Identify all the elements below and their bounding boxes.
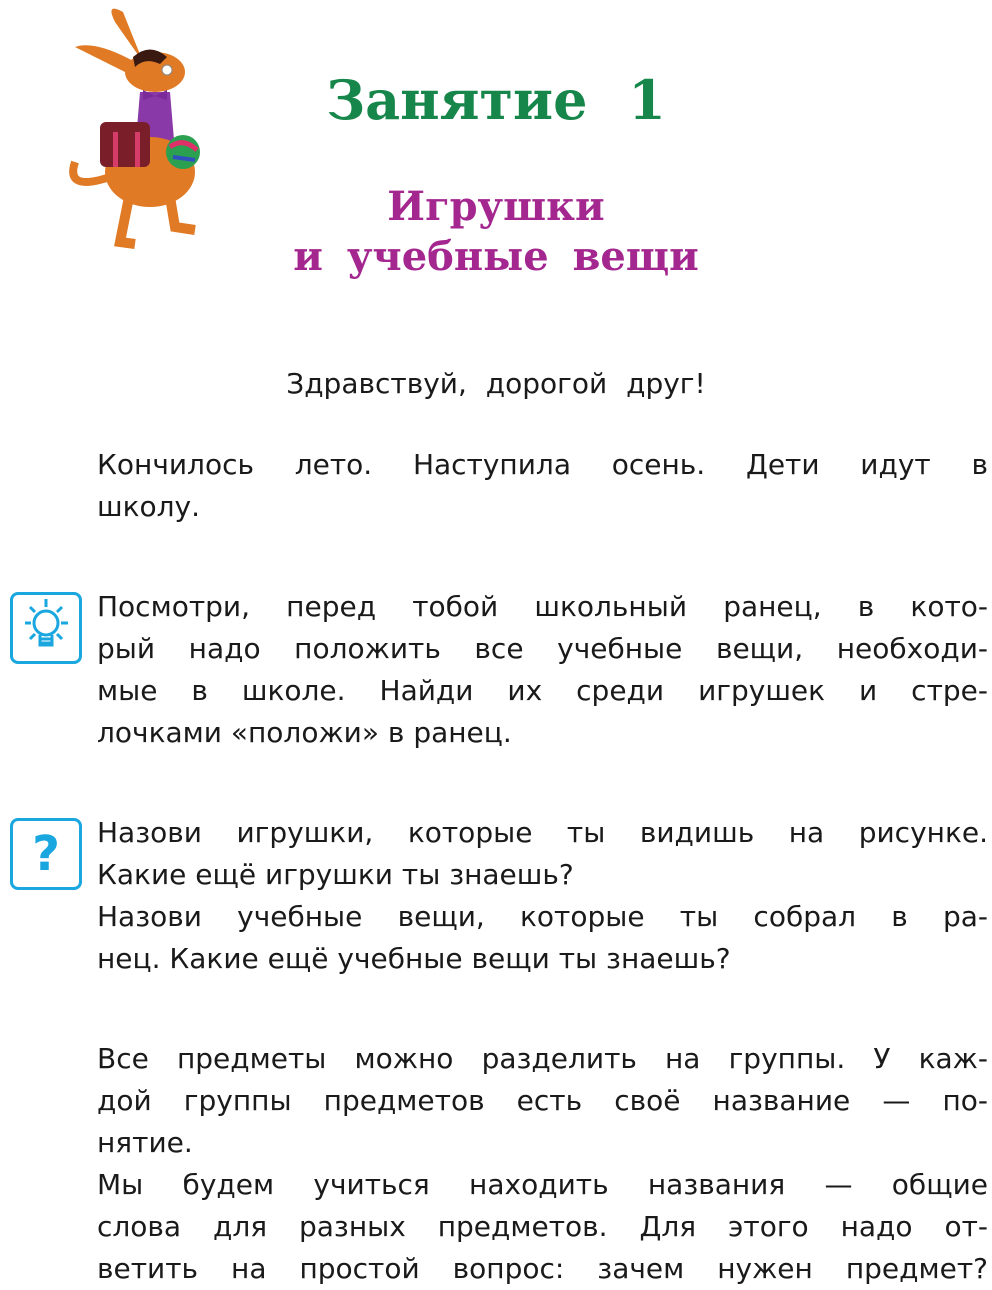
text-line: школу. bbox=[97, 490, 201, 523]
paragraph-concepts bbox=[97, 1038, 988, 1290]
text-line: слова для разных предметов. Для этого надо от- bbox=[97, 1210, 988, 1243]
text-line: Кончилось лето. Наступила осень. Дети идут в bbox=[97, 448, 988, 481]
text-line: мые в школе. Найди их среди игрушек и стре- bbox=[97, 674, 988, 707]
lightbulb-icon bbox=[10, 592, 82, 664]
question-icon: ? bbox=[10, 818, 82, 890]
text-line: Назови игрушки, которые ты видишь на рисунке. bbox=[97, 816, 988, 849]
text-line: ветить на простой вопрос: зачем нужен предмет? bbox=[97, 1252, 988, 1285]
text-line: Мы будем учиться находить названия — общие bbox=[97, 1168, 988, 1201]
subtitle-line: и учебные вещи bbox=[293, 233, 699, 280]
text-line: нец. Какие ещё учебные вещи ты знаешь? bbox=[97, 942, 731, 975]
text-line: нятие. bbox=[97, 1126, 193, 1159]
text-line: дой группы предметов есть своё название — по- bbox=[97, 1084, 988, 1117]
paragraph-task bbox=[97, 586, 988, 754]
text-line: Посмотри, перед тобой школьный ранец, в кото- bbox=[97, 590, 988, 623]
text-line: рый надо положить все учебные вещи, необходи- bbox=[97, 632, 988, 665]
paragraph-intro bbox=[97, 444, 988, 528]
text-line: Какие ещё игрушки ты знаешь? bbox=[97, 858, 574, 891]
text-line: Назови учебные вещи, которые ты собрал в ра- bbox=[97, 900, 988, 933]
text-line: Все предметы можно разделить на группы. У каж- bbox=[97, 1042, 988, 1075]
paragraph-questions bbox=[97, 812, 988, 980]
greeting: Здравствуй, дорогой друг! bbox=[286, 367, 706, 400]
text-line: лочками «положи» в ранец. bbox=[97, 716, 512, 749]
lesson-subtitle bbox=[0, 182, 992, 282]
lesson-title: Занятие 1 bbox=[326, 68, 666, 132]
subtitle-line: Игрушки bbox=[387, 183, 605, 230]
